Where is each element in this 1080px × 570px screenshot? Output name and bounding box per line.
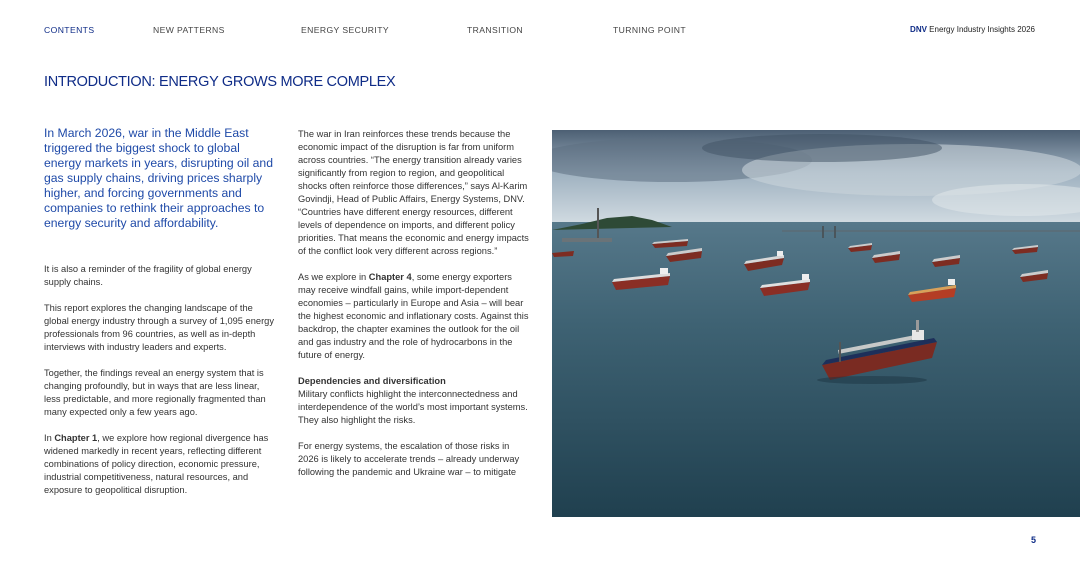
body-paragraph (44, 432, 276, 497)
tankers-illustration (552, 130, 1080, 517)
nav-new-patterns[interactable]: NEW PATTERNS (153, 25, 225, 35)
text-run: , some energy exporters may receive windfall gains, while import-dependent economies – particularly in Europe and Asia – will bear the highest economic and inflationary costs. Against this backdrop, the chapter examines the outlook for the oil and gas industry and the role of hydrocarbons in the future of energy. (298, 272, 529, 360)
nav-transition[interactable]: TRANSITION (467, 25, 524, 35)
page-title: INTRODUCTION: ENERGY GROWS MORE COMPLEX (44, 74, 396, 90)
nav-contents[interactable]: CONTENTS (44, 25, 95, 35)
nav-energy-security[interactable]: ENERGY SECURITY (301, 25, 389, 35)
text-run: , we explore how regional divergence has widened markedly in recent years, reflecting different combinations of policy direction, economic pressure, industrial competitiveness, natural resources, and exposure to geopolitical disruption. (44, 433, 269, 495)
brand-publication-name: Energy Industry Insights 2026 (926, 25, 1035, 34)
body-paragraph: The war in Iran reinforces these trends because the economic impact of the disruption is far from uniform across countries. “The energy transition already varies significantly from region to region, and geopolitical shocks often reinforce those differences,” says Al-Karim Govindji, Head of Public Affairs, Energy Systems, DNV. “Countries have different energy resources, different levels of dependence on imports, and different policy priorities. That means the economic and energy impacts of the conflict look very different across regions.” (298, 129, 529, 256)
body-paragraph: It is also a reminder of the fragility of global energy supply chains. (44, 264, 252, 287)
lead-paragraph: In March 2026, war in the Middle East triggered the biggest shock to global energy markets in years, disrupting oil and gas supply chains, driving prices sharply higher, and forcing governments and companies to rethink their approaches to energy security and affordability. (44, 126, 273, 230)
body-paragraph: Military conflicts highlight the interconnectedness and interdependence of the world’s most important systems. They also highlight the risks. (298, 389, 528, 425)
section-heading: Dependencies and diversification (298, 376, 446, 386)
body-paragraph (298, 271, 530, 362)
body-paragraph: Together, the findings reveal an energy system that is changing profoundly, but in ways that are less linear, less predictable, and more regionally fragmented than many expected only a few years ago. (44, 368, 266, 417)
text-column-middle (298, 128, 530, 492)
page-number: 5 (1030, 535, 1036, 545)
chapter-reference[interactable]: Chapter 1 (54, 433, 98, 443)
publication-brand (910, 25, 1035, 34)
body-paragraph: For energy systems, the escalation of those risks in 2026 is likely to accelerate trends – already underway following the pandemic and Ukraine war – to mitigate (298, 441, 520, 477)
text-run: As we explore in (298, 272, 369, 282)
text-column-left (44, 126, 276, 510)
nav-turning-point[interactable]: TURNING POINT (613, 25, 686, 35)
text-run: In (44, 433, 55, 443)
oil-tankers-aerial-photo (552, 130, 1080, 517)
body-paragraph: This report explores the changing landscape of the global energy industry through a survey of 1,095 energy professionals from 96 countries, as well as in-depth interviews with industry leaders and experts. (44, 303, 274, 352)
brand-logo-text: DNV (910, 25, 927, 34)
chapter-reference[interactable]: Chapter 4 (368, 272, 412, 282)
